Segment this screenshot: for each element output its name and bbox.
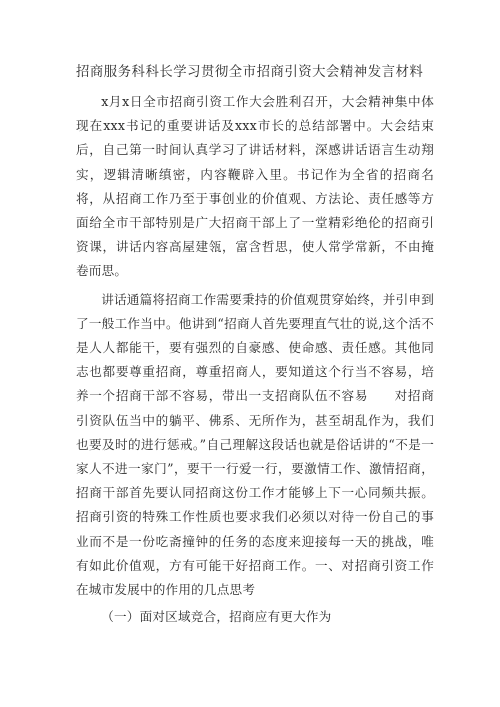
document-title: 招商服务科科长学习贯彻全市招商引资大会精神发言材料 [76,65,424,80]
paragraph-2: 讲话通篇将招商工作需要秉持的价值观贯穿始终，并引申到了一般工作当中。他讲到“招商人首先要理直气壮的说,这个活不是人人都能干，要有强烈的自豪感、使命感、责任感。其他同志也都要尊重招商，尊重招商人，要知道这个行当不容易，培养一个招商干部不容易，带出一支招商队伍不容易 对招商引资队伍当中的躺平、佛系、无所作为，甚至胡乱作为，我们也要及时的进行惩戒。”自己理解这段话也就是俗话讲的“不是一家人不进一家门”，要干一行爱一行，要激情工作、激情招商，招商干部首先要认同招商这份工作才能够上下一心同频共振。招商引资的特殊工作性质也要求我们必须以对待一份自己的事业而不是一份吃斋撞钟的任务的态度来迎接每一天的挑战，唯有如此价值观，方有可能干好招商工作。一、对招商引资工作在城市发展中的作用的几点思考 [76,291,434,598]
document-body [76,90,434,629]
paragraph-1: x月x日全市招商引资工作大会胜利召开，大会精神集中体现在xxx书记的重要讲话及xxx市长的总结部署中。大会结束后，自己第一时间认真学习了讲话材料，深感讲话语言生动翔实，逻辑清晰缜密，内容鞭辟入里。书记作为全省的招商名将，从招商工作乃至于事创业的价值观、方法论、责任感等方面给全市干部特别是广大招商干部上了一堂精彩绝伦的招商引资课，讲话内容高屋建瓴，富含哲思，使人常学常新，不由掩卷而思。 [76,94,434,279]
section-subheading: （一）面对区域竞合，招商应有更大作为 [101,609,332,625]
